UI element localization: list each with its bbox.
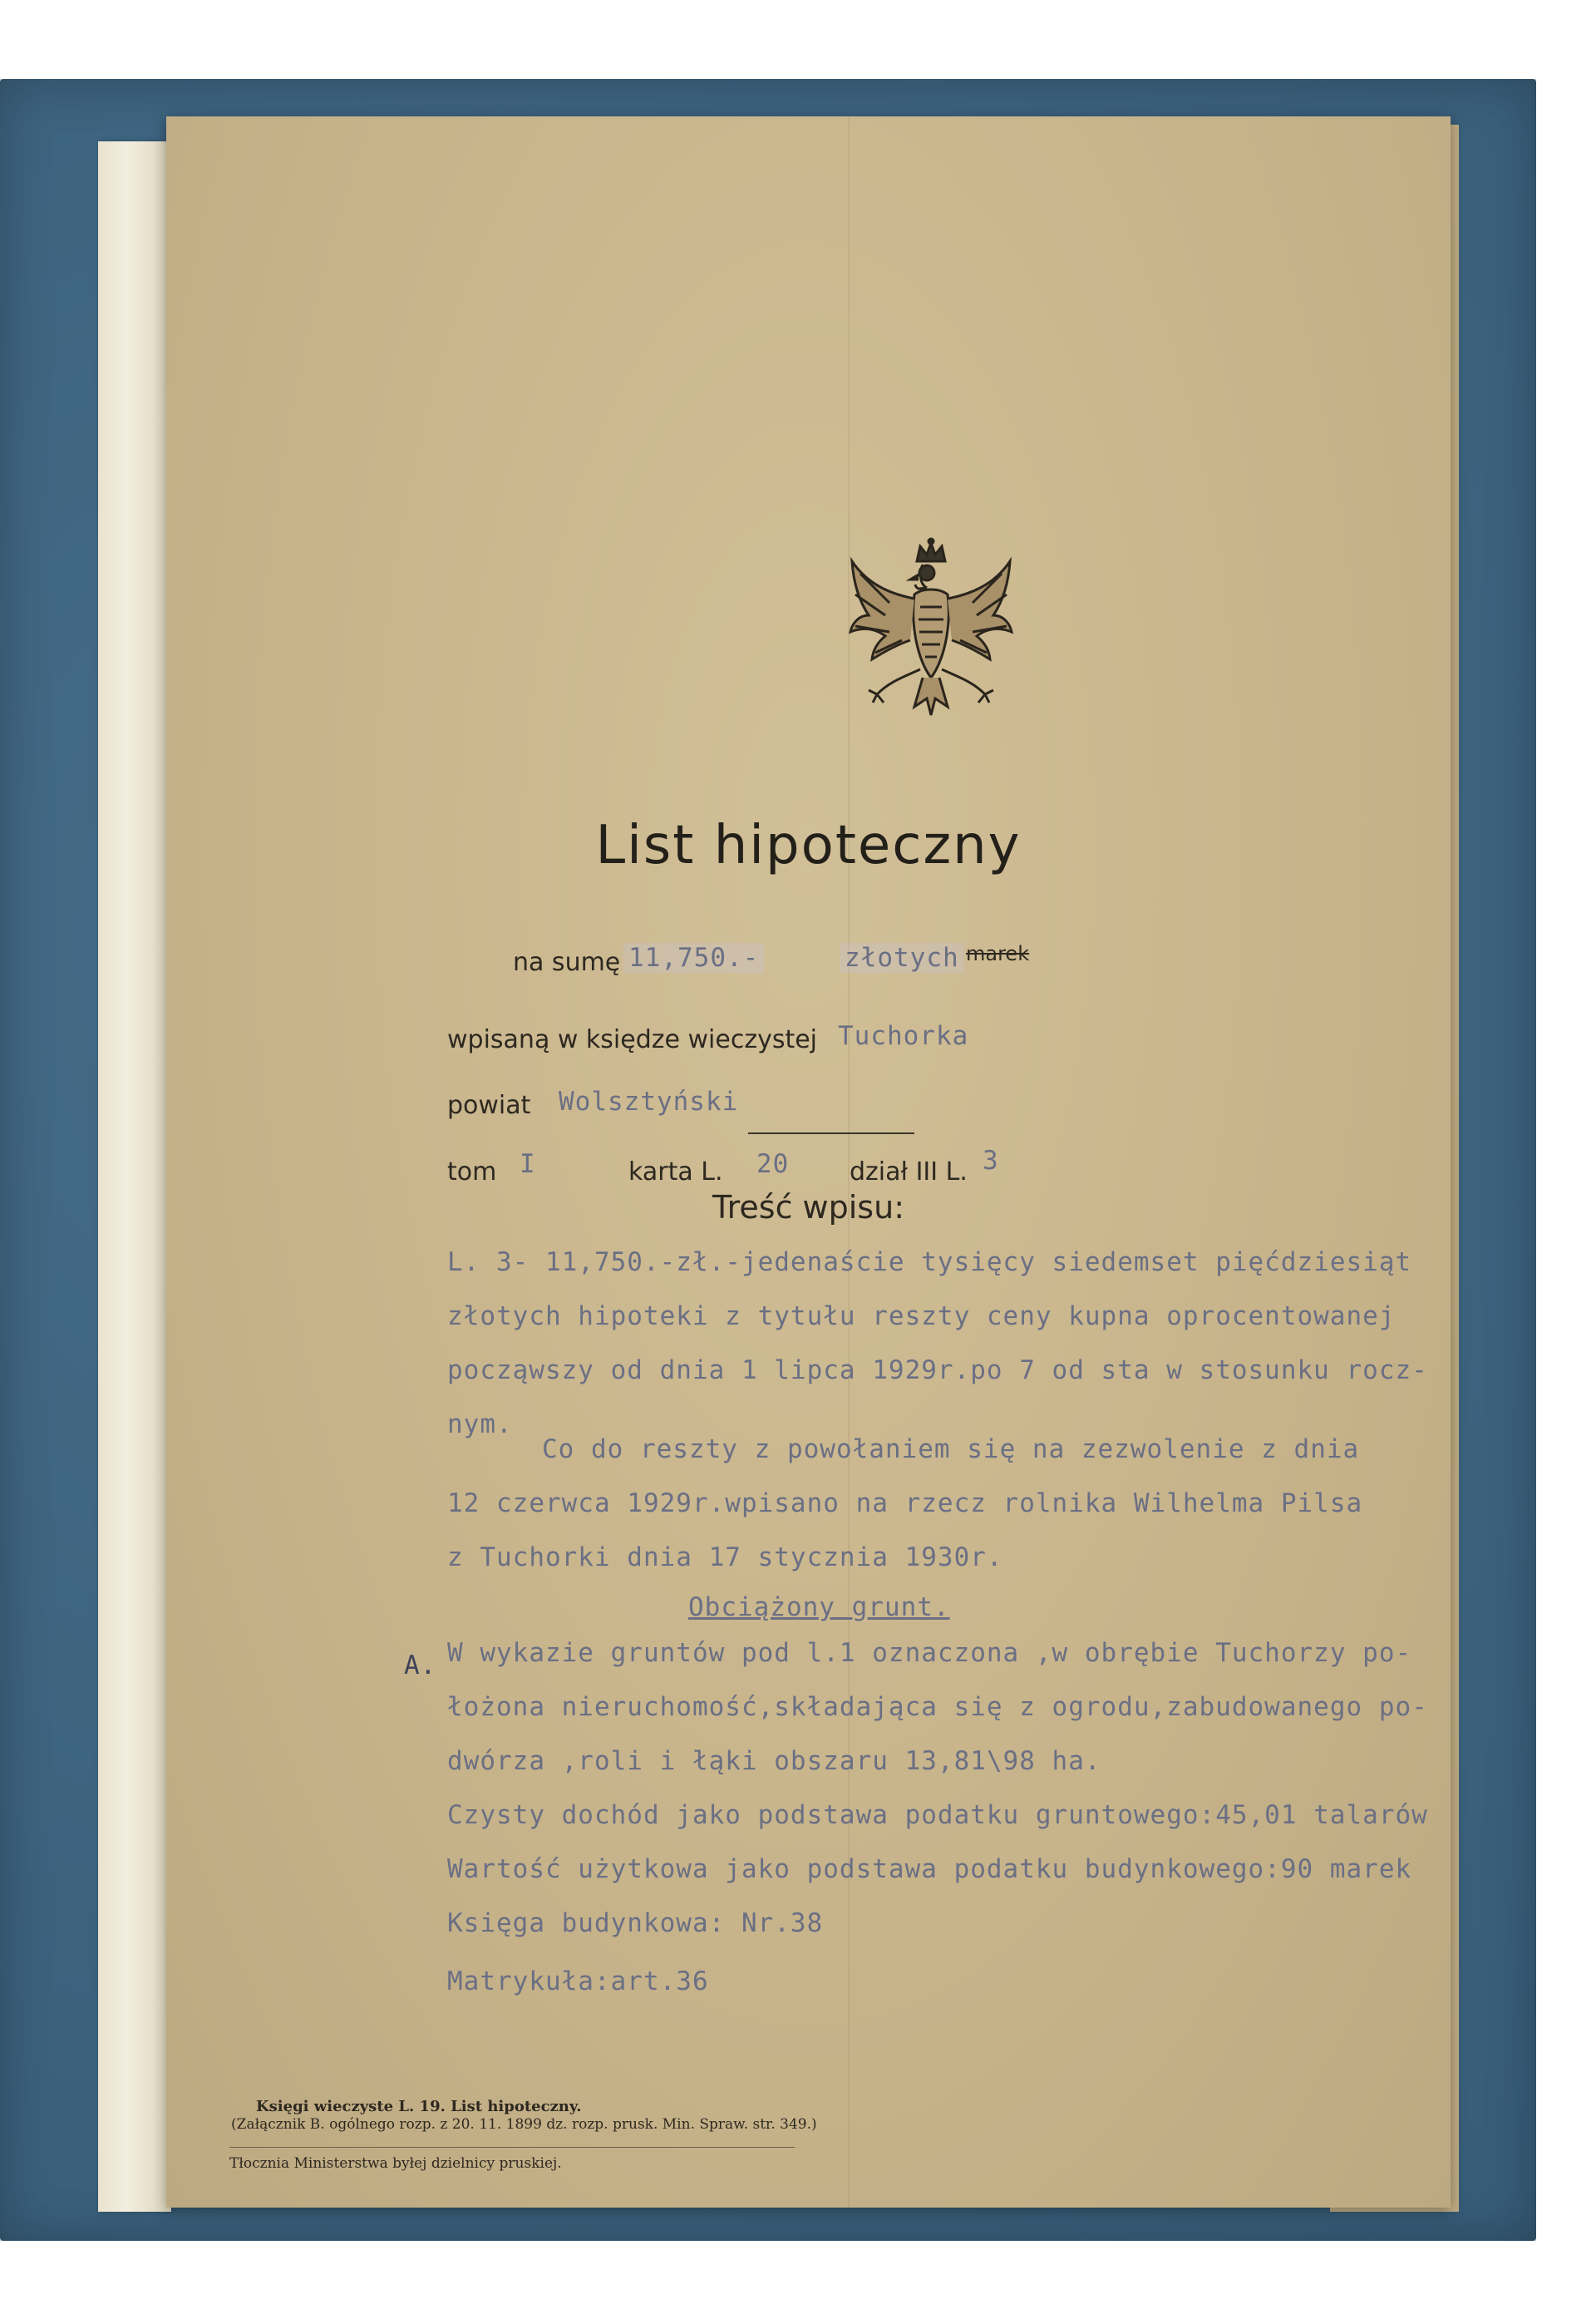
content-line: nym.	[447, 1409, 513, 1439]
register-label: wpisaną w księdze wieczystej	[447, 1025, 818, 1054]
register-value: Tuchorka	[838, 1021, 969, 1051]
card-value: 20	[756, 1149, 790, 1179]
detail-line: Wartość użytkowa jako podstawa podatku budynkowego:90 marek	[447, 1854, 1412, 1884]
district-label: powiat	[447, 1091, 531, 1120]
footer-printer: Tłocznia Ministerstwa byłej dzielnicy pruskiej.	[229, 2155, 562, 2172]
card-label: karta L.	[628, 1157, 723, 1187]
footer-form-title: Księgi wieczyste L. 19. List hipoteczny.	[256, 2098, 582, 2115]
detail-line: W wykazie gruntów pod l.1 oznaczona ,w obrębie Tuchorzy po-	[447, 1638, 1412, 1668]
section-value: 3	[983, 1146, 999, 1176]
detail-line: Księga budynkowa: Nr.38	[447, 1908, 824, 1938]
folder-binding-strip	[98, 141, 171, 2212]
eagle-emblem-icon	[844, 536, 1018, 736]
content-line: z Tuchorki dnia 17 stycznia 1930r.	[447, 1542, 1003, 1572]
footer-legal-reference: (Załącznik B. ogólnego rozp. z 20. 11. 1899 dz. rozp. prusk. Min. Spraw. str. 349.)	[231, 2116, 817, 2133]
letter-marker: A.	[404, 1650, 437, 1680]
currency-struck: marek	[966, 942, 1030, 965]
detail-line: dwórza ,roli i łąki obszaru 13,81\98 ha.	[447, 1746, 1101, 1776]
document-page	[166, 116, 1451, 2208]
content-line: Co do reszty z powołaniem się na zezwolenie z dnia	[542, 1434, 1360, 1464]
content-line: 12 czerwca 1929r.wpisano na rzecz rolnika Wilhelma Pilsa	[447, 1488, 1363, 1518]
content-heading: Treść wpisu:	[712, 1189, 904, 1226]
footer-rule	[229, 2147, 795, 2148]
sum-value: 11,750.-	[623, 943, 764, 973]
detail-line: Czysty dochód jako podstawa podatku gruntowego:45,01 talarów	[447, 1800, 1428, 1830]
detail-line: Matrykuła:art.36	[447, 1966, 709, 1996]
content-line: L. 3- 11,750.-zł.-jedenaście tysięcy siedemset pięćdziesiąt	[447, 1247, 1412, 1277]
content-line: począwszy od dnia 1 lipca 1929r.po 7 od sta w stosunku rocz-	[447, 1355, 1428, 1385]
detail-line: łożona nieruchomość,składająca się z ogrodu,zabudowanego po-	[447, 1692, 1428, 1722]
encumbered-land-heading: Obciążony grunt.	[688, 1592, 950, 1622]
district-value: Wolsztyński	[559, 1087, 739, 1117]
volume-value: I	[520, 1149, 536, 1179]
sum-label: na sumę	[513, 948, 621, 977]
document-title: List hipoteczny	[595, 815, 1022, 876]
volume-label: tom	[447, 1157, 497, 1187]
section-label: dział III L.	[850, 1157, 968, 1187]
currency-value: złotych	[840, 943, 964, 973]
content-line: złotych hipoteki z tytułu reszty ceny kupna oprocentowanej	[447, 1301, 1396, 1331]
separator-rule	[748, 1132, 914, 1134]
